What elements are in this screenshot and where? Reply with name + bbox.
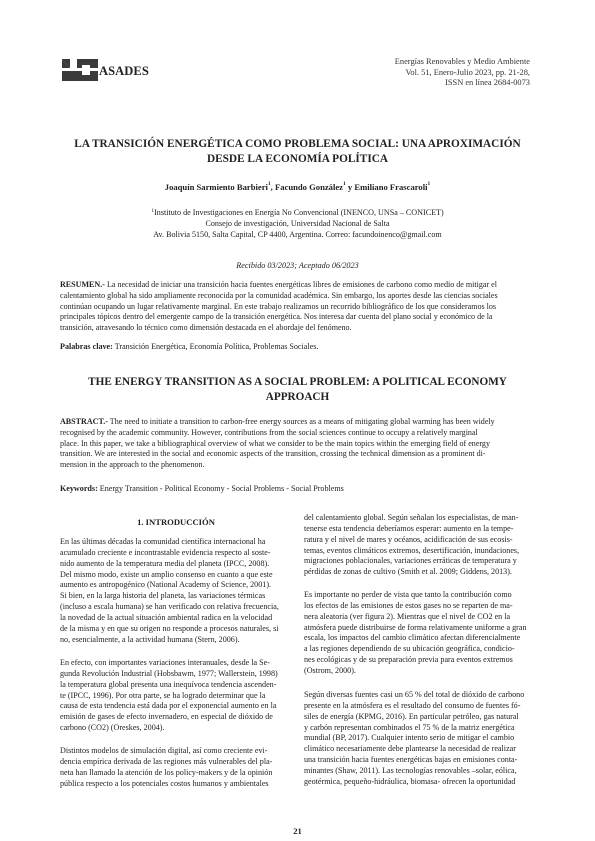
title-line: APPROACH [265, 391, 330, 403]
text-line: Si bien, en la larga historia del planeta, las variaciones térmicas [60, 591, 266, 601]
text-line: gunda Revolución Industrial (Hobsbawm, 1977; Wallerstein, 1998) [60, 668, 278, 678]
affiliation-line: Instituto de Investigaciones en Energía No Convencional (INENCO, UNSa – CONICET) [154, 208, 444, 217]
abstract [60, 417, 535, 471]
journal-line: Energías Renovables y Medio Ambiente [394, 57, 530, 66]
resumen-line: La necesidad de iniciar una transición hacia fuentes energéticas libres de emisiones de carbono como medio de mitigar el [106, 280, 497, 289]
text-line: migraciones poblacionales, variaciones erráticas de temperatura y [304, 556, 517, 566]
palabras-clave [60, 342, 535, 351]
text-line: (incluso a escala humana) se han verificado con relativa frecuencia, [60, 602, 279, 612]
resumen-line: continúan ocupando un lugar relativamente marginal. En este trabajo realizamos un recorrido bibliográfico de los que consideramos los [60, 301, 497, 311]
text-line: climático necesariamente debe plantearse la necesidad de realizar [304, 744, 516, 754]
abstract-line: The need to initiate a transition to carbon-free energy sources as a means of mitigating global warming has been widely [109, 417, 495, 426]
text-line: siles de energía (KPMG, 2016). En particular petróleo, gas natural [304, 711, 519, 721]
text-line: de la misma y en que su origen no responde a procesos naturales, si [60, 623, 279, 633]
affiliation [60, 207, 535, 240]
text-line: dencia empírica derivada de las regiones más vulnerables del pla- [60, 756, 273, 766]
text-line: no, esencialmente, a la actividad humana (Stern, 2006). [60, 634, 240, 644]
text-line: temas, eventos climáticos extremos, desertificación, inundaciones, [304, 545, 520, 555]
journal-line: Vol. 51, Enero-Julio 2023, pp. 21-28, [405, 67, 530, 77]
text-line: pública respecto a los potenciales costos humanos y ambientales [60, 778, 269, 788]
affiliation-line: Consejo de investigación, Universidad Nacional de Salta [205, 219, 390, 228]
right-column-para-2 [304, 590, 536, 677]
author-name: Emiliano Frascaroli [354, 182, 428, 192]
author-list [60, 182, 535, 192]
received-accepted-dates: Recibido 03/2023; Aceptado 06/2023 [236, 261, 359, 270]
abstract-label: ABSTRACT.- [60, 417, 108, 426]
text-line: aumento es antropogénico (National Academy of Science, 2001). [60, 580, 272, 590]
text-line: emisión de gases de efecto invernadero, en especial de dióxido de [60, 712, 273, 722]
right-column-para-1 [304, 513, 536, 578]
text-line: carbono (CO2) (Oreskes, 2004). [60, 723, 165, 733]
palabras-clave-text: Transición Energética, Economía Política, Problemas Sociales. [114, 342, 319, 351]
author-sup: 1 [267, 181, 271, 187]
journal-info [270, 57, 530, 89]
text-line: nes ecológicas y de su preparación previa para eventos extremos [304, 655, 513, 665]
affiliation-sup: 1 [151, 208, 155, 214]
text-line: Del mismo modo, existe un amplio consenso en cuanto a que este [60, 569, 273, 579]
text-line: Según diversas fuentes casi un 65 % del total de dióxido de carbono [304, 690, 525, 699]
resumen-line: transición, atravesando lo técnico como dimensión destacada en el abordaje del fenómeno. [60, 323, 352, 332]
text-line: te (IPCC, 1996). Por otra parte, se ha logrado determinar que la [60, 690, 266, 700]
text-line: atmósfera puede distribuirse de forma relativamente uniforme a gran [304, 622, 527, 632]
text-line: escala, los impactos del cambio climático afectan diferencialmente [304, 633, 521, 643]
text-line: los efectos de las emisiones de estos gases no se reparten de ma- [304, 600, 513, 610]
right-column-para-3 [304, 690, 536, 788]
author-sep: y [345, 182, 355, 192]
paper-title-en [60, 375, 535, 405]
text-line: pérdidas de zonas de cultivo (Smith et al. 2009; Giddens, 2013). [304, 567, 512, 577]
author-sep: , [270, 182, 275, 192]
text-line: nido aumento de la temperatura media del planeta (IPCC, 2008). [60, 558, 270, 568]
text-line: a las regiones dependiendo de su ubicación geográfica, condicio- [304, 644, 515, 654]
abstract-line: transition. We are interested in the social and economic aspects of the transition, crossing the technical dimension as a prominent di- [60, 449, 486, 459]
text-line: En efecto, con importantes variaciones interanuales, desde la Se- [60, 658, 270, 667]
author-name: Facundo González [274, 182, 343, 192]
author-name: Joaquín Sarmiento Barbieri [164, 182, 268, 192]
left-column-para-3 [60, 746, 292, 789]
keywords-text: Energy Transition - Political Economy - Social Problems - Social Problems [99, 484, 344, 493]
journal-line: ISSN en línea 2684-0073 [445, 78, 530, 88]
text-line: ratura y el nivel de mares y océanos, acidificación de sus ecosis- [304, 534, 513, 544]
palabras-clave-label: Palabras clave: [60, 342, 113, 351]
resumen-line: calentamiento global ha sido ampliamente reconocida por la comunidad académica. Sin embargo, los aportes desde las ciencias sociales [60, 290, 498, 300]
author-sup: 1 [427, 181, 431, 187]
text-line: nera aleatoria (ver figura 2). Mientras que el nivel de CO2 en la [304, 611, 511, 621]
text-line: del calentamiento global. Según señalan los especialistas, de man- [304, 513, 519, 522]
text-line: la novedad de la actual situación ambiental radica en la velocidad [60, 612, 273, 622]
paper-title-es [60, 137, 535, 167]
title-line: DESDE LA ECONOMÍA POLÍTICA [206, 153, 389, 165]
resumen-line: principales tópicos dentro del emergente campo de la transición energética. Nos interesa dar cuenta del plano social y económico de la [60, 312, 493, 322]
abstract-line: mension in the approach to the phenomenon. [60, 460, 205, 469]
text-line: Es importante no perder de vista que tanto la contribución como [304, 590, 512, 599]
text-line: neta han llamado la atención de los policy-makers y de la opinión [60, 767, 273, 777]
text-line: geotérmica, pequeño-hidráulica, biomasa- ofrecen la oportunidad [304, 776, 516, 786]
title-line: THE ENERGY TRANSITION AS A SOCIAL PROBLEM: A POLITICAL ECONOMY [88, 376, 507, 388]
abstract-line: recognised by the academic community. However, contributions from the social sciences continue to occupy a relatively marginal [60, 427, 478, 437]
resumen-label: RESUMEN.- [60, 280, 105, 289]
text-line: minantes (Shaw, 2011). Las tecnologías renovables –solar, eólica, [304, 765, 517, 775]
keywords [60, 484, 535, 493]
brand-name: ASADES [99, 64, 149, 78]
affiliation-line: Av. Bolivia 5150, Salta Capital, CP 4400, Argentina. Correo: facundoinenco@gmail.com [153, 230, 442, 239]
text-line: En las últimas décadas la comunidad científica internacional ha [60, 537, 266, 546]
resumen [60, 280, 535, 334]
asades-logo-icon [60, 57, 100, 83]
text-line: (Ostrom, 2000). [304, 665, 356, 675]
abstract-line: place. In this paper, we take a bibliographical overview of what we consider to be the main topics within the emerging field of energy [60, 438, 490, 448]
left-column-para-2 [60, 658, 292, 734]
section-title: 1. INTRODUCCIÓN [137, 517, 215, 527]
text-line: una transición hacia fuentes energéticas bajas en emisiones conta- [304, 755, 518, 765]
title-line: LA TRANSICIÓN ENERGÉTICA COMO PROBLEMA SOCIAL: UNA APROXIMACIÓN [74, 138, 521, 150]
text-line: la temperatura global presenta una inequívoca tendencia ascenden- [60, 679, 277, 689]
text-line: tenerse esta tendencia deberíamos esperar: aumento en la tempe- [304, 523, 514, 533]
author-sup: 1 [343, 181, 346, 187]
text-line: Distintos modelos de simulación digital, así como creciente evi- [60, 746, 268, 755]
left-column-para-1 [60, 537, 292, 645]
text-line: mundial (BP, 2017). Cualquier intento serio de mitigar el cambio [304, 733, 515, 743]
text-line: causa de esta tendencia está dada por el exponencial aumento en la [60, 701, 277, 711]
text-line: y carbón representan combinados el 75 % de la matriz energética [304, 722, 515, 732]
page-number: 21 [293, 826, 302, 836]
keywords-label: Keywords: [60, 484, 98, 493]
text-line: acumulado creciente e incontrastable evidencia respecto al soste- [60, 547, 271, 557]
text-line: presente en la atmósfera es el resultado del consumo de fuentes fó- [304, 700, 521, 710]
